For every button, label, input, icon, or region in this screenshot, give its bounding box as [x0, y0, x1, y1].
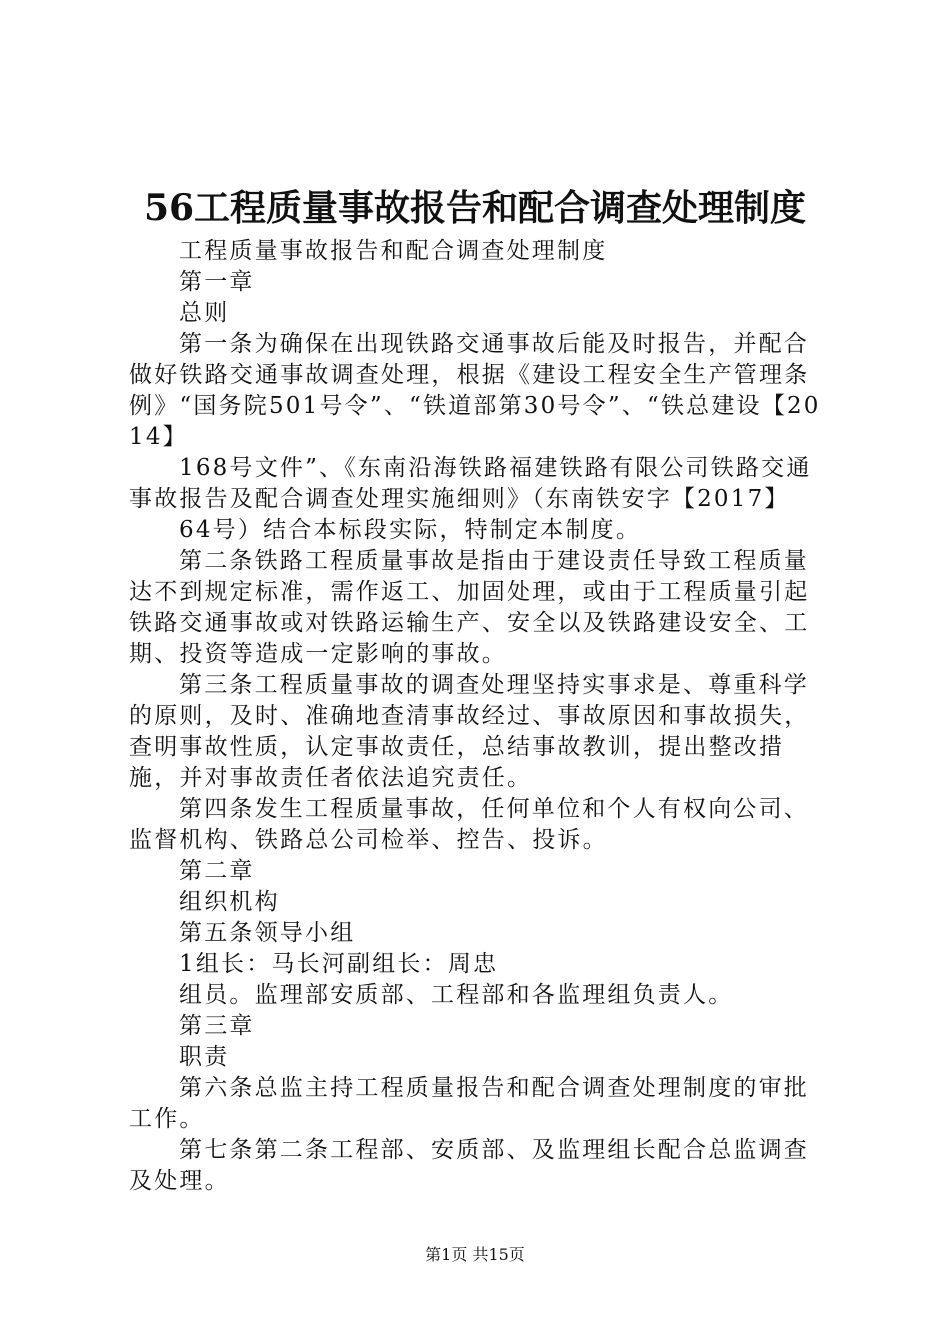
- page-number-footer: 第1页 共15页: [425, 1245, 525, 1264]
- paragraph: 第五条领导小组: [179, 920, 356, 946]
- paragraph: 第七条第二条工程部、安质部、及监理组长配合总监调查及处理。: [129, 1137, 809, 1194]
- chapter-heading: 第一章: [179, 269, 255, 295]
- paragraph: 工程质量事故报告和配合调查处理制度: [179, 238, 608, 264]
- paragraph: 第四条发生工程质量事故，任何单位和个人有权向公司、监督机构、铁路总公司检举、控告、投诉。: [129, 796, 809, 853]
- chapter-title: 职责: [179, 1044, 230, 1070]
- chapter-heading: 第三章: [179, 1013, 255, 1039]
- paragraph: 64号）结合本标段实际，特制定本制度。: [179, 517, 642, 543]
- paragraph: 1组长：马长河副组长：周忠: [179, 951, 499, 977]
- chapter-heading: 第二章: [179, 858, 255, 884]
- paragraph: 第一条为确保在出现铁路交通事故后能及时报告，并配合做好铁路交通事故调查处理，根据《建设工程安全生产管理条例》“国务院501号令”、“铁道部第30号令”、“铁总建设【2014】: [129, 331, 821, 450]
- paragraph: 组员。监理部安质部、工程部和各监理组负责人。: [179, 982, 734, 1008]
- chapter-title: 总则: [179, 300, 230, 326]
- paragraph: 168号文件”、《东南沿海铁路福建铁路有限公司铁路交通事故报告及配合调查处理实施细则》（东南铁安字【2017】: [129, 455, 812, 512]
- paragraph: 第二条铁路工程质量事故是指由于建设责任导致工程质量达不到规定标准，需作返工、加固处理，或由于工程质量引起铁路交通事故或对铁路运输生产、安全以及铁路建设安全、工期、投资等造成一定影响的事故。: [129, 548, 810, 667]
- document-title: 56工程质量事故报告和配合调查处理制度: [143, 187, 807, 229]
- document-body: [129, 236, 834, 1197]
- paragraph: 第六条总监主持工程质量报告和配合调查处理制度的审批工作。: [129, 1075, 809, 1132]
- paragraph: 第三条工程质量事故的调查处理坚持实事求是、尊重科学的原则，及时、准确地查清事故经过、事故原因和事故损失，查明事故性质，认定事故责任，总结事故教训，提出整改措施，并对事故责任者依法追究责任。: [129, 672, 810, 791]
- chapter-title: 组织机构: [179, 889, 280, 915]
